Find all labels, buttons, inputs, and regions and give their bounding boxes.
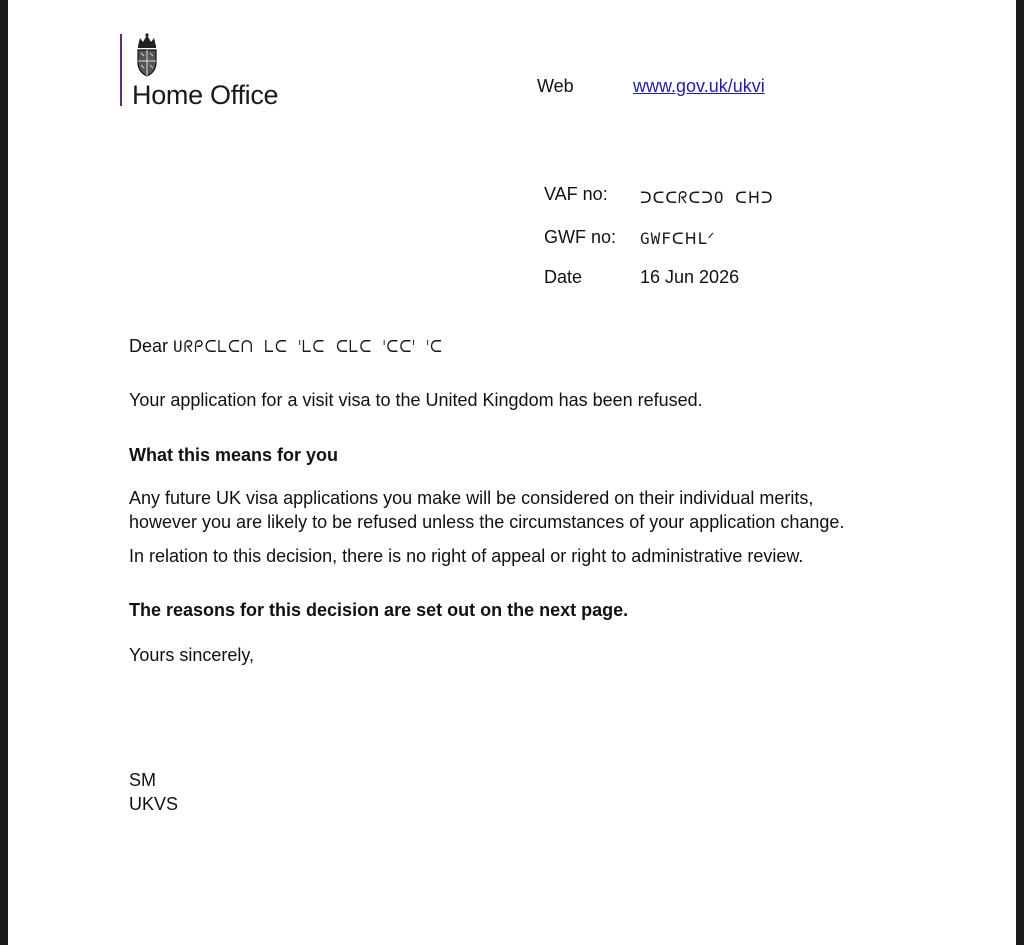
closing: Yours sincerely, (129, 645, 255, 665)
date-value: 16 Jun 2026 (640, 267, 740, 287)
salutation (129, 334, 443, 359)
intro-paragraph: Your application for a visit visa to the United Kingdom has been refused. (129, 390, 703, 410)
gwf-value: GWFᑕᕼᒪᐟ (640, 229, 716, 248)
vaf-label: VAF no: (544, 184, 608, 204)
reasons-statement: The reasons for this decision are set out on the next page. (129, 600, 629, 620)
royal-crest-icon (132, 32, 162, 78)
web-label: Web (537, 76, 574, 96)
salutation-prefix: Dear (129, 336, 169, 356)
paragraph-future-line-1: Any future UK visa applications you make will be considered on their individual merits, (129, 488, 814, 508)
signoff-initials: SM (129, 770, 156, 790)
letter-page (8, 0, 1016, 945)
signoff-unit: UKVS (129, 794, 179, 814)
date-label: Date (544, 267, 583, 287)
paragraph-no-appeal: In relation to this decision, there is no right of appeal or right to administrative review. (129, 546, 804, 566)
org-name: Home Office (132, 80, 279, 110)
heading-what-this-means: What this means for you (129, 445, 339, 465)
gwf-label: GWF no: (544, 227, 617, 247)
paragraph-future-line-2: however you are likely to be refused unless the circumstances of your application change. (129, 512, 845, 532)
salutation-name: Uᖇᑭᑕᒪᑕᑎ ᒪᑕ ᑊᒪᑕ ᑕᒪᑕ ᑊᑕᑕᑊ ᑊᑕ (173, 337, 443, 356)
logo-accent-bar (120, 34, 122, 106)
web-link[interactable]: www.gov.uk/ukvi (633, 76, 765, 96)
vaf-value: ᑐᑕᑕᖇᑕᑐO ᑕᕼᑐ (640, 188, 774, 207)
